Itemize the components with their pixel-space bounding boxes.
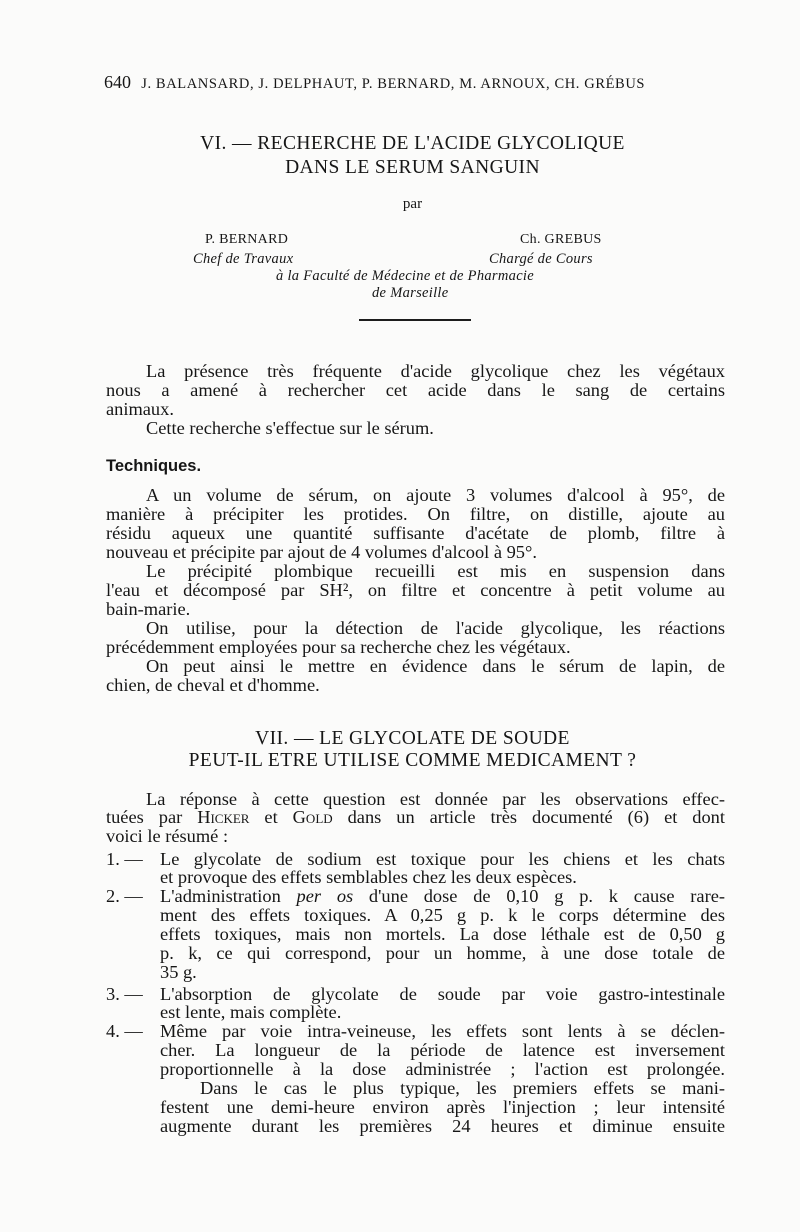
list-item-line: ment des effets toxiques. A 0,25 g p. k le corps détermine des [160, 905, 725, 925]
running-header [104, 72, 704, 93]
section-6-title-line-2: DANS LE SERUM SANGUIN [285, 157, 540, 178]
list-item-line: Dans le cas le plus typique, les premiers effets se mani- [200, 1078, 725, 1098]
list-number: 2. — [106, 886, 143, 906]
intro-line: nous a amené à rechercher cet acide dans le sang de certains [106, 380, 725, 400]
list-item-line: Même par voie intra-veineuse, les effets sont lents à se déclen- [160, 1021, 725, 1041]
techniques-line: On utilise, pour la détection de l'acide glycolique, les réactions [146, 618, 725, 638]
section-7-intro-line: La réponse à cette question est donnée par les observations effec- [146, 789, 725, 809]
techniques-line: l'eau et décomposé par SH², on filtre et concentre à petit volume au [106, 580, 725, 600]
list-item-line: L'absorption de glycolate de soude par voie gastro-intestinale [160, 984, 725, 1004]
section-6-title-line-1: VI. — RECHERCHE DE L'ACIDE GLYCOLIQUE [200, 133, 625, 154]
section-7-intro-line: tuées par Hicker et Gold dans un article très documenté (6) et dont [106, 807, 725, 827]
techniques-line: manière à précipiter les protides. On filtre, on distille, ajoute au [106, 504, 725, 524]
by-line: par [402, 196, 423, 212]
list-item-line: cher. La longueur de la période de latence est inversement [160, 1040, 725, 1060]
list-number: 1. — [106, 849, 143, 869]
list-number: 3. — [106, 984, 143, 1004]
section-7-title-line-1: VII. — LE GLYCOLATE DE SOUDE [255, 728, 570, 749]
latin-phrase-per-os: per os [296, 886, 354, 906]
techniques-line: A un volume de sérum, on ajoute 3 volumes d'alcool à 95°, de [146, 485, 725, 505]
section-7-intro-line: voici le résumé : [106, 826, 229, 846]
author-grebus: Ch. GREBUS [520, 232, 602, 247]
list-item-line: L'administration per os d'une dose de 0,10 g p. k cause rare- [160, 886, 725, 906]
author-name-gold: Gold [292, 807, 333, 827]
title-separator-rule [359, 319, 471, 321]
affiliation-line-1: à la Faculté de Médecine et de Pharmacie [276, 268, 534, 284]
list-item-line: effets toxiques, mais non mortels. La dose léthale est de 0,50 g [160, 924, 725, 944]
techniques-line: On peut ainsi le mettre en évidence dans le sérum de lapin, de [146, 656, 725, 676]
list-item-line: p. k, ce qui correspond, pour un homme, à une dose totale de [160, 943, 725, 963]
list-item-line: est lente, mais complète. [160, 1002, 342, 1022]
list-number: 4. — [106, 1021, 143, 1041]
techniques-line: bain-marie. [106, 599, 191, 619]
techniques-subheading: Techniques. [106, 457, 202, 475]
techniques-line: chien, de cheval et d'homme. [106, 675, 320, 695]
list-item-line: et provoque des effets semblables chez les deux espèces. [160, 867, 577, 887]
intro-line: animaux. [106, 399, 174, 419]
page-number: 640 [104, 72, 131, 92]
list-item-line: Le glycolate de sodium est toxique pour les chiens et les chats [160, 849, 725, 869]
list-item-line: proportionnelle à la dose administrée ; l'action est prolongée. [160, 1059, 725, 1079]
role-grebus: Chargé de Cours [489, 251, 593, 267]
techniques-line: nouveau et précipite par ajout de 4 volumes d'alcool à 95°. [106, 542, 537, 562]
techniques-line: Le précipité plombique recueilli est mis en suspension dans [146, 561, 725, 581]
intro-line: Cette recherche s'effectue sur le sérum. [146, 418, 434, 438]
section-7-title-line-2: PEUT-IL ETRE UTILISE COMME MEDICAMENT ? [188, 750, 637, 771]
author-name-hicker: Hicker [197, 807, 250, 827]
list-item-line: 35 g. [160, 962, 197, 982]
intro-line: La présence très fréquente d'acide glycolique chez les végétaux [146, 361, 725, 381]
role-bernard: Chef de Travaux [193, 251, 294, 267]
techniques-line: résidu aqueux une quantité suffisante d'acétate de plomb, filtre à [106, 523, 725, 543]
techniques-line: précédemment employées pour sa recherche chez les végétaux. [106, 637, 571, 657]
affiliation-line-2: de Marseille [372, 285, 449, 301]
list-item-line: festent une demi-heure environ après l'injection ; leur intensité [160, 1097, 725, 1117]
running-head-authors: J. BALANSARD, J. DELPHAUT, P. BERNARD, M. ARNOUX, CH. GRÉBUS [141, 76, 646, 92]
author-bernard: P. BERNARD [205, 232, 289, 247]
list-item-line: augmente durant les premières 24 heures et diminue ensuite [160, 1116, 725, 1136]
